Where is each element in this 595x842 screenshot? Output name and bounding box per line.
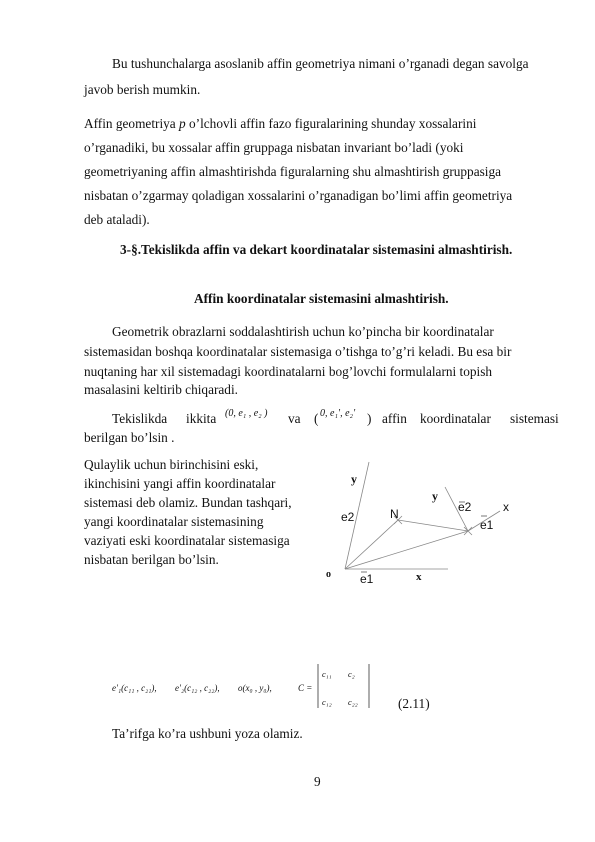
para3-line-6: nisbatan berilgan bo’lsin.: [84, 552, 219, 567]
para3-line-5: vaziyati eski koordinatalar sistemasiga: [84, 533, 290, 548]
para2-word-6: sistemasi: [510, 411, 559, 426]
para2-line-2: berilgan bo’lsin .: [84, 430, 175, 445]
intro-line-4: o’rganadiki, bu xossalar affin gruppaga nisbatan invariant bo’ladi (yoki: [84, 140, 464, 155]
segment-o-n: [345, 520, 398, 569]
translation-segment: [345, 531, 468, 569]
intro-line-1: Bu tushunchalarga asoslanib affin geometriya nimani o’rganadi degan savolga: [112, 56, 529, 71]
new-y-label: y: [432, 489, 438, 503]
formula-c-equals: C =: [298, 683, 313, 693]
new-x-label: x: [503, 500, 509, 514]
para1-line-2: sistemasidan boshqa koordinatalar sistemasiga o’tishga to’g’ri keladi. Bu esa bir: [84, 344, 512, 359]
matrix-c12: c₂: [348, 669, 355, 679]
intro-p-symbol: p: [179, 116, 186, 131]
matrix-c21: c₁₂: [322, 697, 332, 707]
para2-word-2: ikkita: [186, 411, 217, 426]
closing-line: Ta’rifga ko’ra ushbuni yoza olamiz.: [112, 726, 303, 741]
old-y-label: y: [351, 472, 357, 486]
subsection-title: Affin koordinatalar sistemasini almashtirish.: [194, 291, 449, 306]
para3-line-4: yangi koordinatalar sistemasining: [84, 514, 264, 529]
para2-word-1: Tekislikda: [112, 411, 168, 426]
para3-line-3: sistemasi deb olamiz. Bundan tashqari,: [84, 495, 292, 510]
old-e1-label: e1: [360, 572, 374, 586]
formula-e1: e′₁(c₁₁ , c₂₁),: [112, 683, 157, 693]
new-e2-label: e2: [458, 500, 472, 514]
matrix-c22: c₂₂: [348, 697, 358, 707]
old-e2-label: e2: [341, 510, 355, 524]
page-number: 9: [314, 774, 321, 789]
para2-word-5: koordinatalar: [420, 411, 491, 426]
para3-line-1: Qulaylik uchun birinchisini eski,: [84, 457, 259, 472]
frame-new: 0, e₁′, e₂′: [320, 408, 356, 419]
equation-number: (2.11): [398, 696, 430, 711]
section-title: 3-§.Tekislikda affin va dekart koordinatalar sistemasini almashtirish.: [120, 242, 513, 257]
origin-label: o: [326, 569, 331, 580]
intro-line-7: deb ataladi).: [84, 212, 150, 227]
para1-line-4: masalasini keltirib chiqaradi.: [84, 382, 238, 397]
intro-line-5: geometriyaning affin almashtirishda figuralarning shu almashtirish gruppasiga: [84, 164, 502, 179]
para1-line-3: nuqtaning har xil sistemadagi koordinatalarni bog’lovchi formulalarni topish: [84, 364, 493, 379]
para2-word-4: affin: [382, 411, 407, 426]
point-n-label: N: [390, 507, 399, 521]
segment-n-origin: [398, 520, 468, 531]
intro-line-3b: o’lchovli affin fazo figuralarining shunday xossalarini: [185, 116, 477, 131]
para2-word-3: va: [288, 411, 301, 426]
para1-line-1: Geometrik obrazlarni soddalashtirish uchun ko’pincha bir koordinatalar: [112, 324, 494, 339]
new-e1-label: e1: [480, 518, 494, 532]
matrix-c11: c₁₁: [322, 669, 332, 679]
intro-line-2: javob berish mumkin.: [84, 82, 201, 97]
intro-line-3a: Affin geometriya: [84, 116, 180, 131]
para2-open-paren: (: [314, 411, 319, 426]
new-origin-mark: [464, 527, 472, 535]
intro-line-6: nisbatan o’zgarmay qoladigan xossalarini o’rganadigan bo’limi affin geometriya: [84, 188, 513, 203]
para3-line-2: ikinchisini yangi affin koordinatalar: [84, 476, 276, 491]
old-x-label: x: [416, 571, 422, 583]
formula-o: o(x₀ , y₀),: [238, 683, 272, 693]
para2-close-paren: ): [367, 411, 372, 426]
frame-old: (0, e₁ , e₂ ): [225, 408, 268, 419]
formula-e2: e′₂(c₁₂ , c₂₂),: [175, 683, 220, 693]
